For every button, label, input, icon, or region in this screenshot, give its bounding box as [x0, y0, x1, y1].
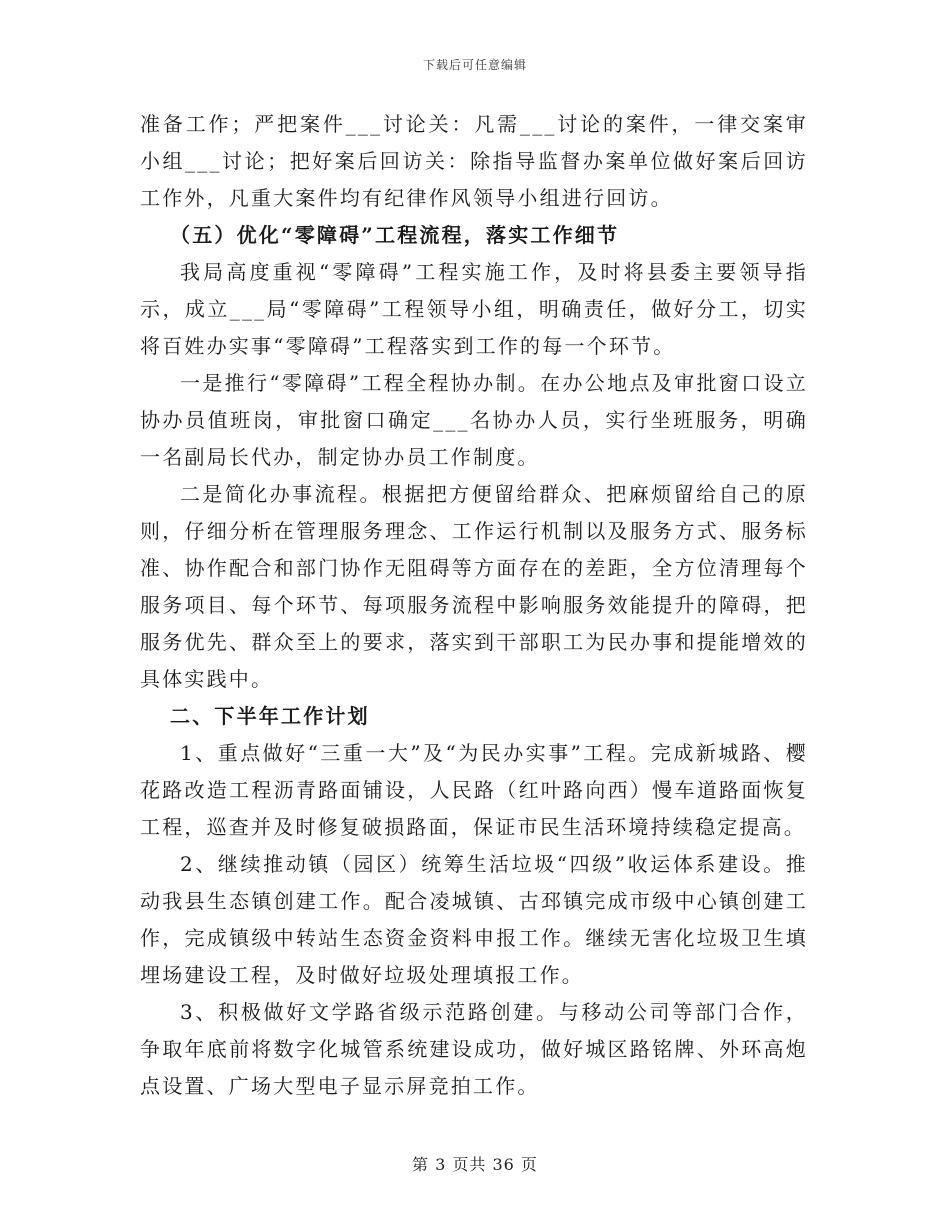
plan-item-3: 3、积极做好文学路省级示范路创建。与移动公司等部门合作，争取年底前将数字化城管系统建设成功，做好城区路铭牌、外环高炮点设置、广场大型电子显示屏竞拍工作。 — [140, 1000, 808, 1098]
paragraph-simplify-process: 二是简化办事流程。根据把方便留给群众、把麻烦留给自己的原则，仔细分析在管理服务理念、工作运行机制以及服务方式、服务标准、协作配合和部门协作无阻碍等方面存在的差距，全方位清理每个服务项目、每个环节、每项服务流程中影响服务效能提升的障碍，把服务优先、群众至上的要求，落实到干部职工为民办事和提能增效的具体实践中。 — [140, 482, 808, 691]
page-number: 第 3 页共 36 页 — [412, 1155, 538, 1174]
plan-item-1: 1、重点做好“三重一大”及“为民办实事”工程。完成新城路、樱花路改造工程沥青路面铺设，人民路（红叶路向西）慢车道路面恢复工程，巡查并及时修复破损路面，保证市民生活环境持续稳定提高。 — [140, 741, 808, 839]
paragraph-assist-system: 一是推行“零障碍”工程全程协办制。在办公地点及审批窗口设立协办员值班岗，审批窗口确定___名协办人员，实行坐班服务，明确一名副局长代办，制定协办员工作制度。 — [140, 371, 808, 469]
document-body — [140, 106, 808, 1105]
paragraph-zero-barrier-intro: 我局高度重视“零障碍”工程实施工作，及时将县委主要领导指示，成立___局“零障碍”工程领导小组，明确责任，做好分工，切实将百姓办实事“零障碍”工程落实到工作的每一个环节。 — [140, 260, 808, 358]
page-header: 下载后可任意编辑 — [422, 58, 527, 72]
section-heading-5: （五）优化“零障碍”工程流程，落实工作细节 — [170, 223, 620, 247]
section-heading-plan: 二、下半年工作计划 — [170, 704, 370, 728]
paragraph-continuation: 准备工作；严把案件___讨论关：凡需___讨论的案件，一律交案审小组___讨论；把好案后回访关：除指导监督办案单位做好案后回访工作外，凡重大案件均有纪律作风领导小组进行回访。 — [140, 112, 808, 210]
plan-item-2: 2、继续推动镇（园区）统筹生活垃圾“四级”收运体系建设。推动我县生态镇创建工作。配合凌城镇、古邳镇完成市级中心镇创建工作，完成镇级中转站生态资金资料申报工作。继续无害化垃圾卫生填埋场建设工程，及时做好垃圾处理填报工作。 — [140, 852, 808, 987]
